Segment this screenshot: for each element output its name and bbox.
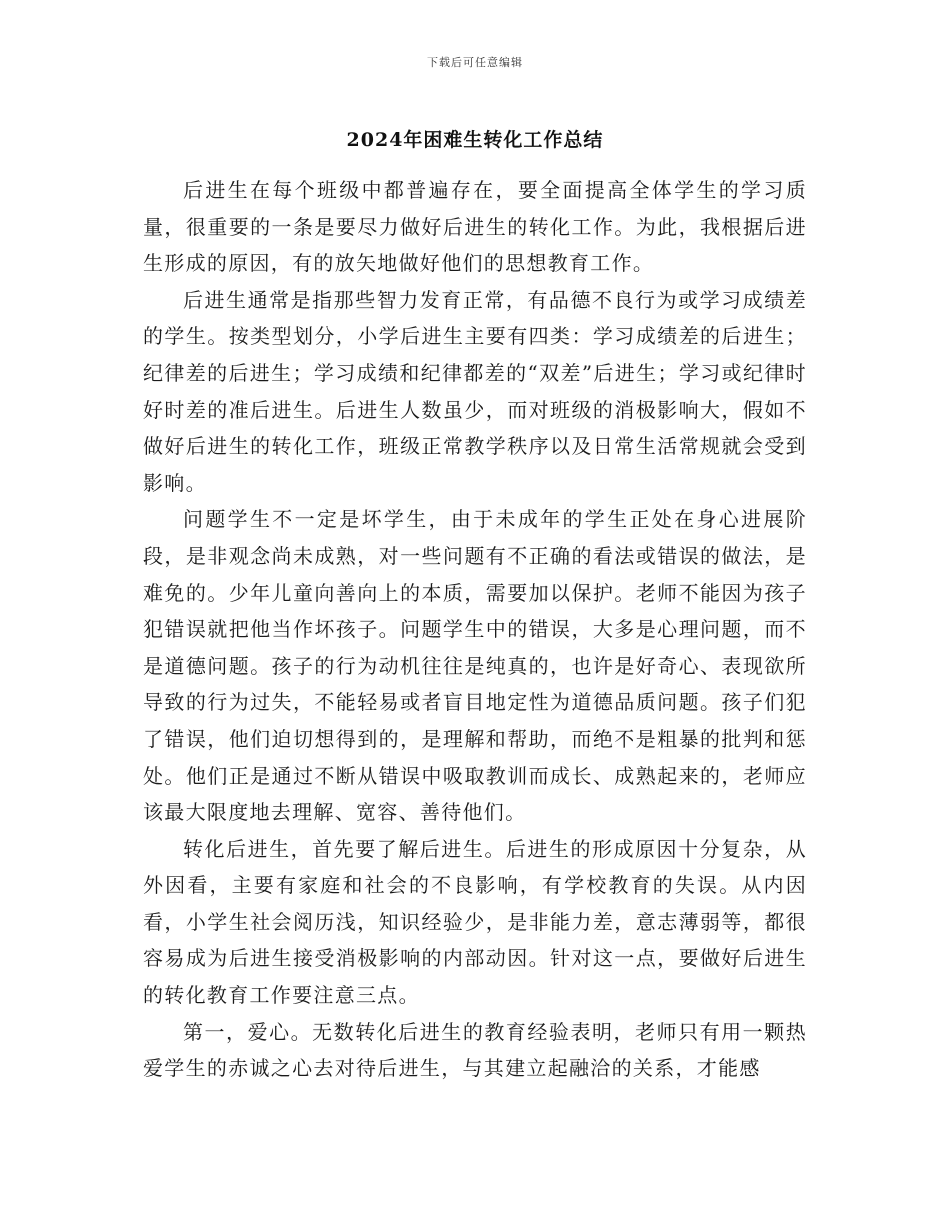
paragraph-2: 后进生通常是指那些智力发育正常，有品德不良行为或学习成绩差的学生。按类型划分，小学后进生主要有四类：学习成绩差的后进生；纪律差的后进生；学习成绩和纪律都差的“双差”后进生；学习或纪律时好时差的准后进生。后进生人数虽少，而对班级的消极影响大，假如不做好后进生的转化工作，班级正常教学秩序以及日常生活常规就会受到影响。	[143, 287, 807, 495]
document-body	[143, 172, 807, 1087]
paragraph-1: 后进生在每个班级中都普遍存在，要全面提高全体学生的学习质量，很重要的一条是要尽力做好后进生的转化工作。为此，我根据后进生形成的原因，有的放矢地做好他们的思想教育工作。	[143, 178, 807, 276]
document-title: 2024年困难生转化工作总结	[346, 129, 604, 151]
paragraph-3: 问题学生不一定是坏学生，由于未成年的学生正处在身心进展阶段，是非观念尚未成熟，对一些问题有不正确的看法或错误的做法，是难免的。少年儿童向善向上的本质，需要加以保护。老师不能因为孩子犯错误就把他当作坏孩子。问题学生中的错误，大多是心理问题，而不是道德问题。孩子的行为动机往往是纯真的，也许是好奇心、表现欲所导致的行为过失，不能轻易或者盲目地定性为道德品质问题。孩子们犯了错误，他们迫切想得到的，是理解和帮助，而绝不是粗暴的批判和惩处。他们正是通过不断从错误中吸取教训而成长、成熟起来的，老师应该最大限度地去理解、宽容、善待他们。	[143, 507, 807, 825]
paragraph-4: 转化后进生，首先要了解后进生。后进生的形成原因十分复杂，从外因看，主要有家庭和社会的不良影响，有学校教育的失误。从内因看，小学生社会阅历浅，知识经验少，是非能力差，意志薄弱等，都很容易成为后进生接受消极影响的内部动因。针对这一点，要做好后进生的转化教育工作要注意三点。	[143, 836, 807, 1008]
page-header-note: 下载后可任意编辑	[427, 56, 523, 69]
paragraph-5: 第一，爱心。无数转化后进生的教育经验表明，老师只有用一颗热爱学生的赤诚之心去对待后进生，与其建立起融洽的关系，才能感	[143, 1019, 807, 1081]
